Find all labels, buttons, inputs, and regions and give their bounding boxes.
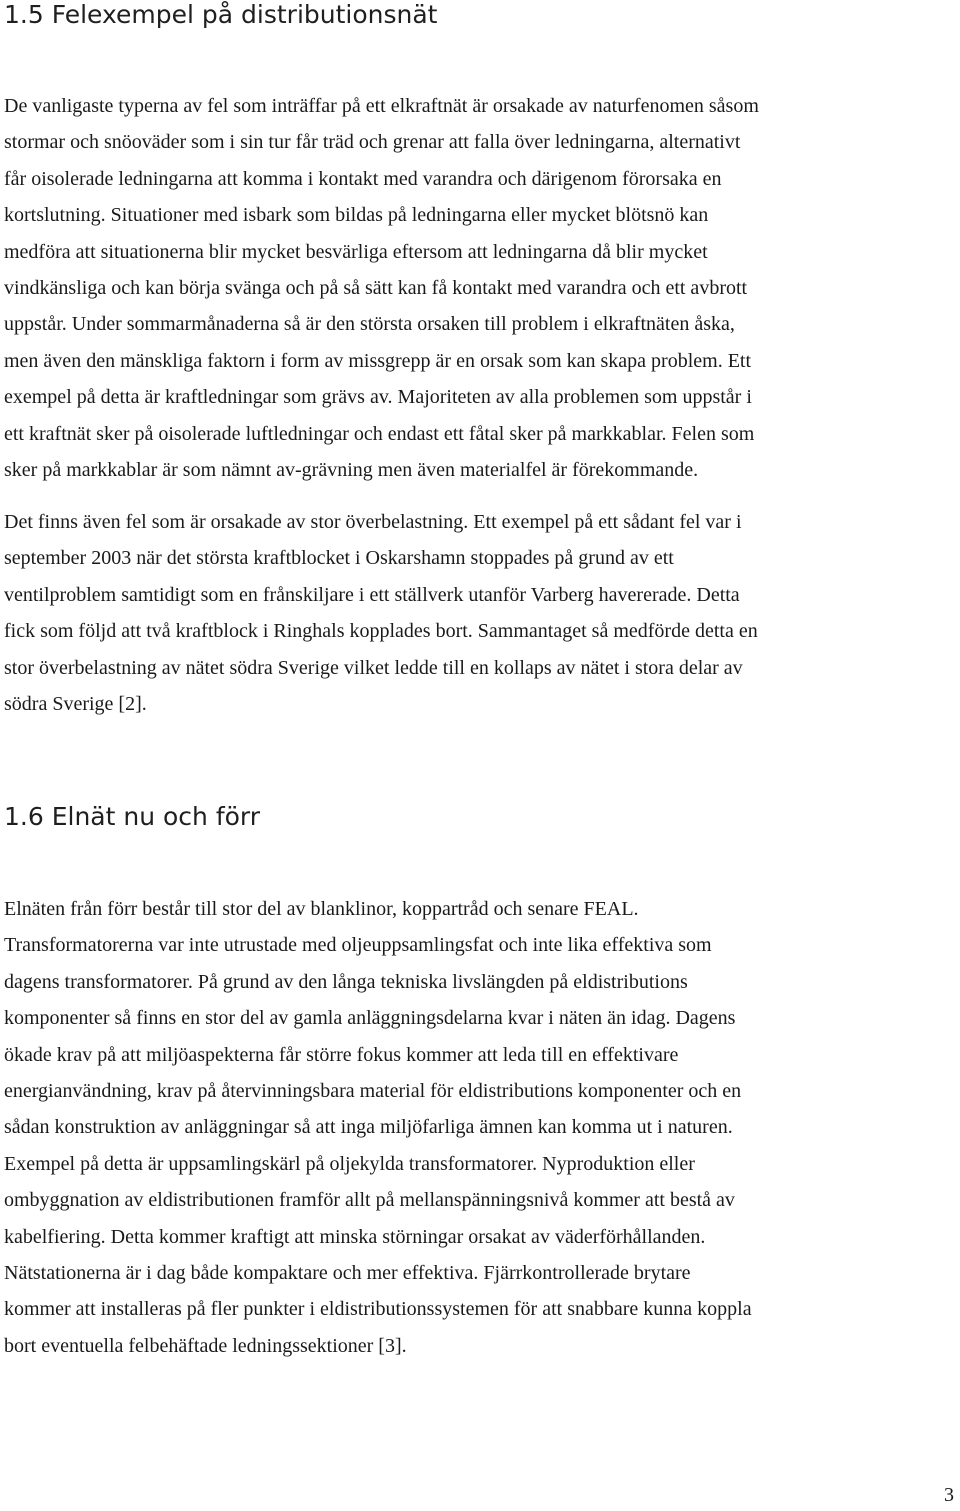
section-heading-1-6: 1.6 Elnät nu och förr bbox=[4, 802, 261, 831]
text-line: uppstår. Under sommarmånaderna så är den största orsaken till problem i elkraftnäten åska, bbox=[4, 313, 735, 336]
text-line: kommer att installeras på fler punkter i eldistributionssystemen för att snabbare kunna koppla bbox=[4, 1298, 752, 1321]
text-line: ett kraftnät sker på oisolerade luftledningar och endast ett fåtal sker på markkablar. Felen som bbox=[4, 422, 755, 445]
text-line: ventilproblem samtidigt som en frånskiljare i ett ställverk utanför Varberg havererade. Detta bbox=[4, 583, 740, 606]
text-line: fick som följd att två kraftblock i Ringhals kopplades bort. Sammantaget så medförde detta en bbox=[4, 620, 758, 643]
text-line: dagens transformatorer. På grund av den långa tekniska livslängden på eldistributions bbox=[4, 970, 688, 993]
page-number: 3 bbox=[944, 1484, 954, 1506]
text-line: södra Sverige [2]. bbox=[4, 693, 147, 716]
text-line: sådan konstruktion av anläggningar så att inga miljöfarliga ämnen kan komma ut i naturen. bbox=[4, 1116, 733, 1139]
text-line: Elnäten från förr består till stor del av blanklinor, koppartråd och senare FEAL. bbox=[4, 898, 639, 920]
text-line: ombyggnation av eldistributionen framför allt på mellanspänningsnivå kommer att bestå av bbox=[4, 1189, 735, 1212]
text-line: men även den mänskliga faktorn i form av missgrepp är en orsak som kan skapa problem. Ett bbox=[4, 349, 752, 372]
paragraph-grid-now-and-then bbox=[4, 891, 956, 1364]
text-line: kortslutning. Situationer med isbark som bildas på ledningarna eller mycket blötsnö kan bbox=[4, 204, 709, 227]
text-line: stormar och snöoväder som i sin tur får träd och grenar att falla över ledningarna, alternativt bbox=[4, 131, 741, 154]
text-line: Det finns även fel som är orsakade av stor överbelastning. Ett exempel på ett sådant fel var i bbox=[4, 511, 742, 533]
text-line: exempel på detta är kraftledningar som grävs av. Majoriteten av alla problemen som uppstår i bbox=[4, 386, 752, 409]
text-line: kabelfiering. Detta kommer kraftigt att minska störningar orsakat av väderförhållanden. bbox=[4, 1225, 706, 1248]
text-line: september 2003 när det största kraftblocket i Oskarshamn stoppades på grund av ett bbox=[4, 547, 674, 570]
text-line: sker på markkablar är som nämnt av-grävning men även materialfel är förekommande. bbox=[4, 459, 699, 482]
text-line: bort eventuella felbehäftade ledningssektioner [3]. bbox=[4, 1334, 407, 1357]
section-heading-1-5: 1.5 Felexempel på distributionsnät bbox=[4, 0, 438, 29]
text-line: Nätstationerna är i dag både kompaktare och mer effektiva. Fjärrkontrollerade brytare bbox=[4, 1262, 691, 1285]
text-line: komponenter så finns en stor del av gamla anläggningsdelarna kvar i näten än idag. Dagens bbox=[4, 1007, 736, 1030]
paragraph-weather-faults bbox=[4, 88, 956, 488]
text-line: energianvändning, krav på återvinningsbara material för eldistributions komponenter och en bbox=[4, 1080, 742, 1103]
text-line: stor överbelastning av nätet södra Sverige vilket ledde till en kollaps av nätet i stora delar av bbox=[4, 656, 743, 679]
text-line: Transformatorerna var inte utrustade med oljeuppsamlingsfat och inte lika effektiva som bbox=[4, 934, 712, 957]
text-line: De vanligaste typerna av fel som inträffar på ett elkraftnät är orsakade av naturfenomen såsom bbox=[4, 95, 759, 117]
text-line: Exempel på detta är uppsamlingskärl på oljekylda transformatorer. Nyproduktion eller bbox=[4, 1152, 695, 1175]
paragraph-overload-faults bbox=[4, 504, 956, 722]
text-line: medföra att situationerna blir mycket besvärliga eftersom att ledningarna då blir mycket bbox=[4, 240, 708, 263]
text-line: vindkänsliga och kan börja svänga och på så sätt kan få kontakt med varandra och ett avbrott bbox=[4, 277, 748, 300]
text-line: ökade krav på att miljöaspekterna får större fokus kommer att leda till en effektivare bbox=[4, 1043, 679, 1066]
text-line: får oisolerade ledningarna att komma i kontakt med varandra och därigenom förorsaka en bbox=[4, 167, 722, 190]
